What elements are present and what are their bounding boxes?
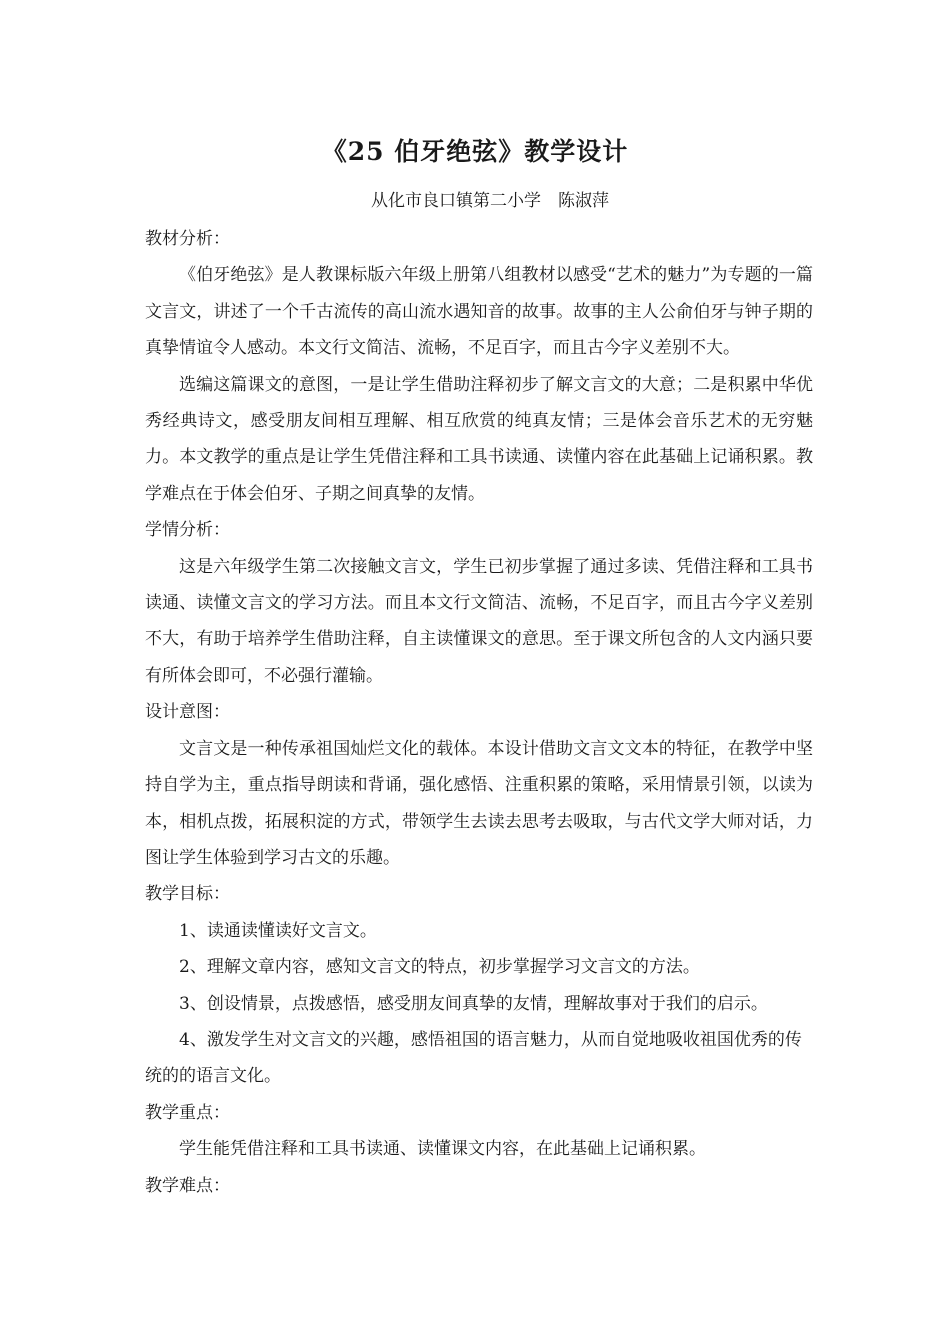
goal-item: 3、创设情景，点拨感悟，感受朋友间真挚的友情，理解故事对于我们的启示。 [179,993,768,1014]
document-title: 《25 伯牙绝弦》教学设计 [321,137,629,166]
document-body [145,221,813,1204]
section-heading-design: 设计意图： [145,702,230,723]
section-heading-learner: 学情分析： [145,520,230,541]
key-paragraph-1: 学生能凭借注释和工具书读通、读懂课文内容，在此基础上记诵积累。 [179,1139,706,1160]
author-line: 从化市良口镇第二小学 陈淑萍 [371,191,609,211]
section-heading-difficulty: 教学难点： [145,1175,230,1196]
material-paragraph-1: 《伯牙绝弦》是人教课标版六年级上册第八组教材以感受“艺术的魅力”为专题的一篇文言文，讲述了一个千古流传的高山流水遇知音的故事。故事的主人公俞伯牙与钟子期的真挚情谊令人感动。本文行文简洁、流畅，不足百字，而且古今字义差别不大。 [145,265,813,359]
learner-paragraph-1: 这是六年级学生第二次接触文言文，学生已初步掌握了通过多读、凭借注释和工具书读通、读懂文言文的学习方法。而且本文行文简洁、流畅，不足百字，而且古今字义差别不大，有助于培养学生借助注释，自主读懂课文的意思。至于课文所包含的人文内涵只要有所体会即可，不必强行灌输。 [145,556,813,686]
section-heading-goals: 教学目标： [145,884,230,905]
goal-item: 1、读通读懂读好文言文。 [179,920,377,941]
material-paragraph-2: 选编这篇课文的意图，一是让学生借助注释初步了解文言文的大意；二是积累中华优秀经典诗文，感受朋友间相互理解、相互欣赏的纯真友情；三是体会音乐艺术的无穷魅力。本文教学的重点是让学生凭借注释和工具书读通、读懂内容在此基础上记诵积累。教学难点在于体会伯牙、子期之间真挚的友情。 [145,374,813,504]
design-paragraph-1: 文言文是一种传承祖国灿烂文化的载体。本设计借助文言文文本的特征，在教学中坚持自学为主，重点指导朗读和背诵，强化感悟、注重积累的策略，采用情景引领，以读为本，相机点拨，拓展积淀的方式，带领学生去读去思考去吸取，与古代文学大师对话，力图让学生体验到学习古文的乐趣。 [145,738,813,868]
goal-item: 4、激发学生对文言文的兴趣，感悟祖国的语言魅力，从而自觉地吸收祖国优秀的传统的的语言文化。 [145,1029,802,1087]
section-heading-key: 教学重点： [145,1102,230,1123]
goal-item: 2、理解文章内容，感知文言文的特点，初步掌握学习文言文的方法。 [179,957,700,978]
section-heading-material: 教材分析： [145,229,230,249]
